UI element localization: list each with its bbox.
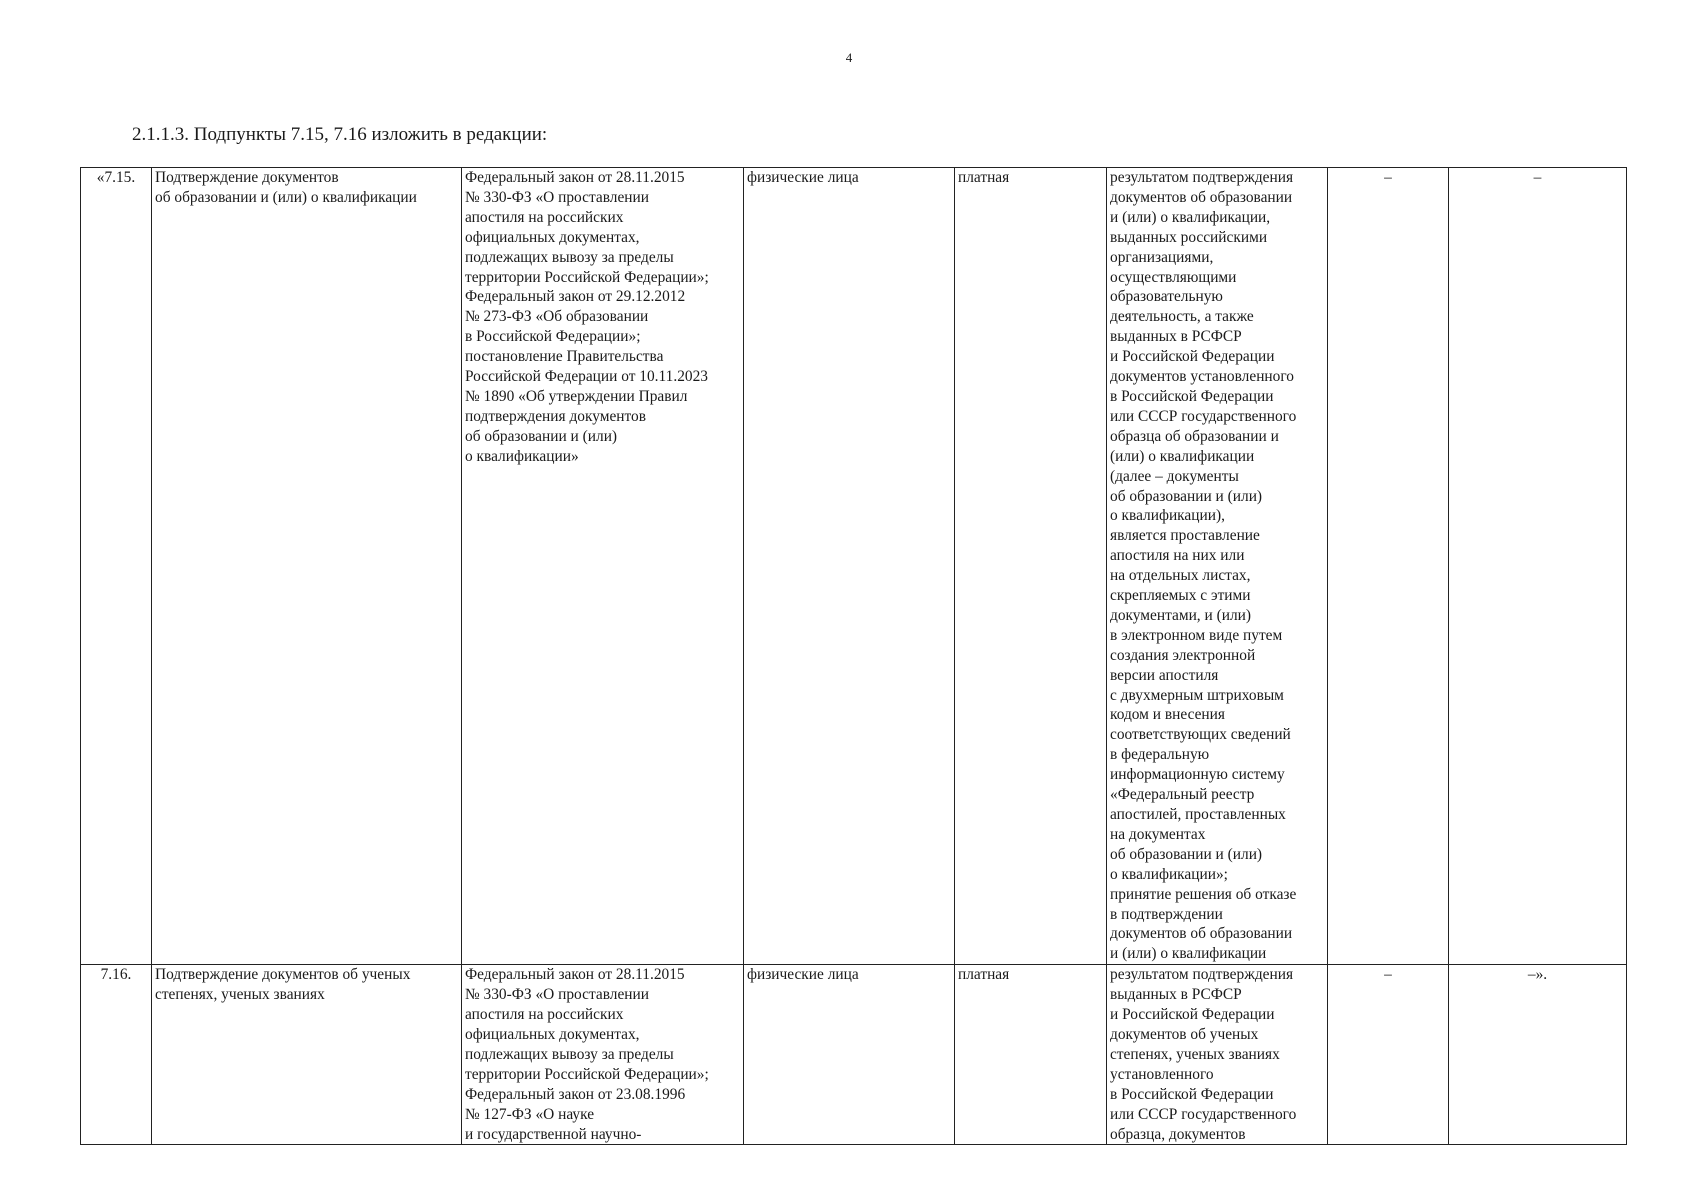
legal-basis-cell: Федеральный закон от 28.11.2015 № 330-ФЗ «О проставлении апостиля на российских официальных документах, подлежащих вывозу за пределы территории Российской Федерации»; Федеральный закон от 29.12.2012 № 273-ФЗ «Об образовании в Российской Федерации»; постановление Правительства Российской Федерации от 10.11.2023 № 1890 «Об утверждении Правил подтверждения документов об образовании и (или) о квалификации» bbox=[462, 168, 744, 965]
services-table bbox=[80, 167, 1627, 1145]
table-row bbox=[81, 168, 1627, 965]
payment-cell: платная bbox=[955, 168, 1107, 965]
service-name-cell: Подтверждение документов об ученых степенях, ученых званиях bbox=[152, 965, 462, 1145]
item-number-cell: «7.15. bbox=[81, 168, 152, 965]
result-cell: результатом подтверждения выданных в РСФСР и Российской Федерации документов об ученых степенях, ученых званиях установленного в Российской Федерации или СССР государственного образца, документов bbox=[1107, 965, 1328, 1145]
page-number: 4 bbox=[845, 50, 853, 65]
table-row bbox=[81, 965, 1627, 1145]
recipients-cell: физические лица bbox=[744, 168, 955, 965]
column-8-cell: – bbox=[1449, 168, 1627, 965]
payment-cell: платная bbox=[955, 965, 1107, 1145]
service-name-cell: Подтверждение документов об образовании и (или) о квалификации bbox=[152, 168, 462, 965]
section-heading: 2.1.1.3. Подпункты 7.15, 7.16 изложить в редакции: bbox=[132, 124, 548, 145]
column-7-cell: – bbox=[1328, 168, 1449, 965]
column-8-cell: –». bbox=[1449, 965, 1627, 1145]
item-number-cell: 7.16. bbox=[81, 965, 152, 1145]
result-cell: результатом подтверждения документов об образовании и (или) о квалификации, выданных российскими организациями, осуществляющими образовательную деятельность, а также выданных в РСФСР и Российской Федерации документов установленного в Российской Федерации или СССР государственного образца об образовании и (или) о квалификации (далее – документы об образовании и (или) о квалификации), является проставление апостиля на них или на отдельных листах, скрепляемых с этими документами, и (или) в электронном виде путем создания электронной версии апостиля с двухмерным штриховым кодом и внесения соответствующих сведений в федеральную информационную систему «Федеральный реестр апостилей, проставленных на документах об образовании и (или) о квалификации»; принятие решения об отказе в подтверждении документов об образовании и (или) о квалификации bbox=[1107, 168, 1328, 965]
column-7-cell: – bbox=[1328, 965, 1449, 1145]
recipients-cell: физические лица bbox=[744, 965, 955, 1145]
legal-basis-cell: Федеральный закон от 28.11.2015 № 330-ФЗ «О проставлении апостиля на российских официальных документах, подлежащих вывозу за пределы территории Российской Федерации»; Федеральный закон от 23.08.1996 № 127-ФЗ «О науке и государственной научно- bbox=[462, 965, 744, 1145]
